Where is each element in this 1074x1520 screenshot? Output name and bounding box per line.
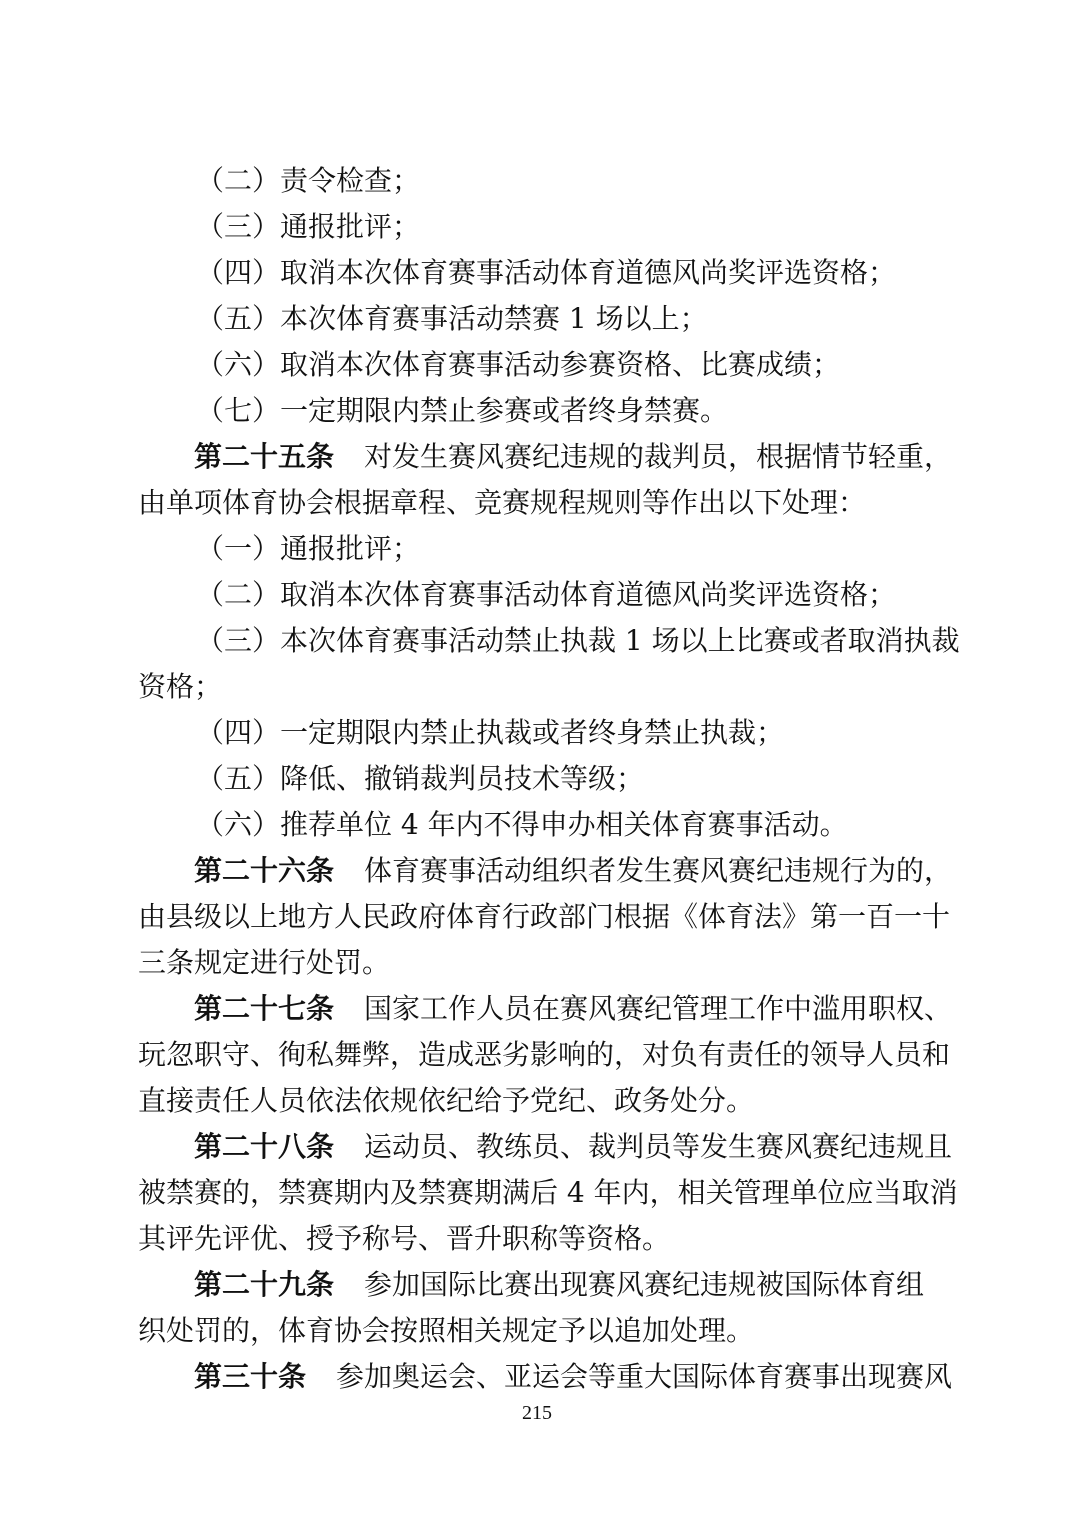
- article-paragraph: [138, 986, 953, 1032]
- line-text: （三）通报批评；: [196, 210, 421, 243]
- article-paragraph: [138, 1262, 944, 1308]
- list-item: [138, 250, 944, 296]
- line-text: （一）通报批评；: [196, 532, 421, 565]
- line-text: （四）取消本次体育赛事活动体育道德风尚奖评选资格；: [196, 256, 897, 289]
- paragraph-continuation: [138, 1032, 951, 1078]
- list-item: [138, 526, 944, 572]
- line-text: 直接责任人员依法依规依纪给予党纪、政务处分。: [138, 1084, 755, 1117]
- line-text: 对发生赛风赛纪违规的裁判员，根据情节轻重，: [364, 440, 953, 473]
- paragraph-continuation: [138, 894, 951, 940]
- article-paragraph: [138, 1354, 953, 1400]
- list-item: [138, 204, 944, 250]
- article-paragraph: [138, 848, 953, 894]
- line-text: 参加国际比赛出现赛风赛纪违规被国际体育组: [364, 1268, 925, 1301]
- list-item: [138, 158, 944, 204]
- article-number: 第二十七条: [194, 992, 335, 1025]
- line-text: 三条规定进行处罚。: [138, 946, 391, 979]
- article-number: 第二十八条: [194, 1130, 335, 1163]
- list-item: [138, 710, 944, 756]
- line-text: 体育赛事活动组织者发生赛风赛纪违规行为的，: [364, 854, 953, 887]
- paragraph-continuation: [138, 664, 944, 710]
- line-text: 由单项体育协会根据章程、竞赛规程规则等作出以下处理：: [138, 486, 867, 519]
- paragraph-continuation: [138, 1078, 944, 1124]
- article-number: 第三十条: [194, 1360, 307, 1393]
- paragraph-continuation: [138, 1170, 958, 1216]
- list-item: [138, 756, 944, 802]
- list-item: [138, 388, 944, 434]
- line-text: （四）一定期限内禁止执裁或者终身禁止执裁；: [196, 716, 785, 749]
- line-text: （五）本次体育赛事活动禁赛 1 场以上；: [196, 302, 708, 335]
- list-item: [138, 572, 944, 618]
- article-number: 第二十九条: [194, 1268, 335, 1301]
- document-body: [138, 158, 960, 1400]
- line-text: （六）推荐单位 4 年内不得申办相关体育赛事活动。: [196, 808, 848, 841]
- line-text: 参加奥运会、亚运会等重大国际体育赛事出现赛风: [336, 1360, 953, 1393]
- article-number: 第二十五条: [194, 440, 335, 473]
- article-number: 第二十六条: [194, 854, 335, 887]
- line-text: 其评先评优、授予称号、晋升职称等资格。: [138, 1222, 671, 1255]
- line-text: 资格；: [138, 670, 223, 703]
- list-item: [138, 618, 960, 664]
- line-text: （七）一定期限内禁止参赛或者终身禁赛。: [196, 394, 729, 427]
- paragraph-continuation: [138, 1308, 944, 1354]
- list-item: [138, 342, 944, 388]
- line-text: 玩忽职守、徇私舞弊，造成恶劣影响的，对负有责任的领导人员和: [138, 1038, 951, 1071]
- paragraph-continuation: [138, 480, 944, 526]
- line-text: 国家工作人员在赛风赛纪管理工作中滥用职权、: [364, 992, 953, 1025]
- line-text: 织处罚的，体育协会按照相关规定予以追加处理。: [138, 1314, 755, 1347]
- line-text: 运动员、教练员、裁判员等发生赛风赛纪违规且: [364, 1130, 953, 1163]
- page-number: 215: [522, 1402, 552, 1424]
- paragraph-continuation: [138, 940, 944, 986]
- line-text: （六）取消本次体育赛事活动参赛资格、比赛成绩；: [196, 348, 841, 381]
- paragraph-continuation: [138, 1216, 944, 1262]
- list-item: [138, 802, 944, 848]
- line-text: （二）责令检查；: [196, 164, 421, 197]
- line-text: （五）降低、撤销裁判员技术等级；: [196, 762, 645, 795]
- line-text: （三）本次体育赛事活动禁止执裁 1 场以上比赛或者取消执裁: [196, 624, 960, 657]
- article-paragraph: [138, 1124, 953, 1170]
- list-item: [138, 296, 944, 342]
- line-text: 被禁赛的，禁赛期内及禁赛期满后 4 年内，相关管理单位应当取消: [138, 1176, 958, 1209]
- line-text: 由县级以上地方人民政府体育行政部门根据《体育法》第一百一十: [138, 900, 951, 933]
- line-text: （二）取消本次体育赛事活动体育道德风尚奖评选资格；: [196, 578, 897, 611]
- article-paragraph: [138, 434, 953, 480]
